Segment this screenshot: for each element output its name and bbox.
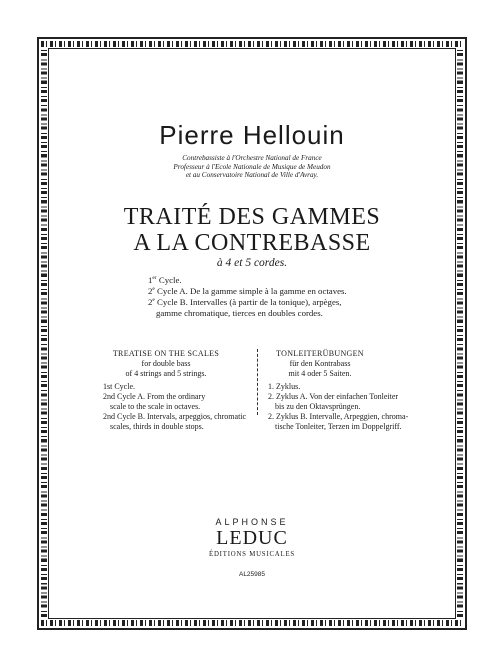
german-cycle-2a-cont: bis zu den Oktavsprüngen. [275, 401, 361, 411]
column-divider [257, 349, 258, 415]
english-cycle-1: 1st Cycle. [103, 382, 135, 392]
german-column [268, 349, 428, 431]
english-column [103, 349, 253, 431]
work-title [0, 204, 504, 256]
german-cycle-1: 1. Zyklus. [268, 382, 301, 392]
affiliation-line: Contrebassiste à l'Orchestre National de France [182, 154, 322, 162]
german-sub: mit 4 oder 5 Saiten. [288, 368, 352, 378]
german-sub: für den Kontrabass [289, 358, 351, 368]
work-subtitle: à 4 et 5 cordes. [216, 257, 288, 269]
title-line: A LA CONTREBASSE [133, 230, 371, 256]
french-cycle-2b-cont: gamme chromatique, tierces en doubles cordes. [156, 308, 323, 318]
french-cycle-1: 1er Cycle. [148, 275, 182, 285]
french-cycles [148, 275, 347, 319]
english-cycle-2b: 2nd Cycle B. Intervals, arpeggios, chromatic [103, 411, 247, 421]
german-cycle-2b: 2. Zyklus B. Intervalle, Arpeggien, chroma- [268, 411, 409, 421]
english-sub: of 4 strings and 5 strings. [125, 368, 207, 378]
english-cycle-2b-cont: scales, thirds in double stops. [110, 421, 204, 431]
german-heading: TONLEITERÜBUNGEN [276, 349, 364, 358]
english-heading: TREATISE ON THE SCALES [112, 349, 220, 358]
affiliation-line: et au Conservatoire National de Ville d'Avray. [185, 171, 319, 180]
affiliation-line: Professeur à l'Ecole Nationale de Musique de Meudon [173, 162, 331, 171]
english-cycle-2a-cont: scale to the scale in octaves. [110, 401, 201, 411]
german-cycle-2b-cont: tische Tonleiter, Terzen im Doppelgriff. [275, 421, 402, 431]
german-cycle-2a: 2. Zyklus A. Von der einfachen Tonleiter [268, 392, 399, 402]
french-cycle-2b: 2e Cycle B. Intervalles (à partir de la tonique), arpèges, [148, 297, 342, 307]
french-cycle-2a: 2e Cycle A. De la gamme simple à la gamme en octaves. [148, 286, 347, 296]
publisher-tagline: ÉDITIONS MUSICALES [209, 551, 295, 558]
title-line: TRAITÉ DES GAMMES [123, 204, 381, 230]
english-sub: for double bass [141, 358, 191, 368]
english-cycle-2a: 2nd Cycle A. From the ordinary [103, 392, 206, 402]
author-affiliation [0, 154, 504, 180]
publisher-name: LEDUC [216, 527, 288, 549]
publisher-name-top: ALPHONSE [215, 517, 289, 527]
catalog-code: AL25985 [238, 571, 266, 578]
author-name: Pierre Hellouin [159, 120, 345, 150]
